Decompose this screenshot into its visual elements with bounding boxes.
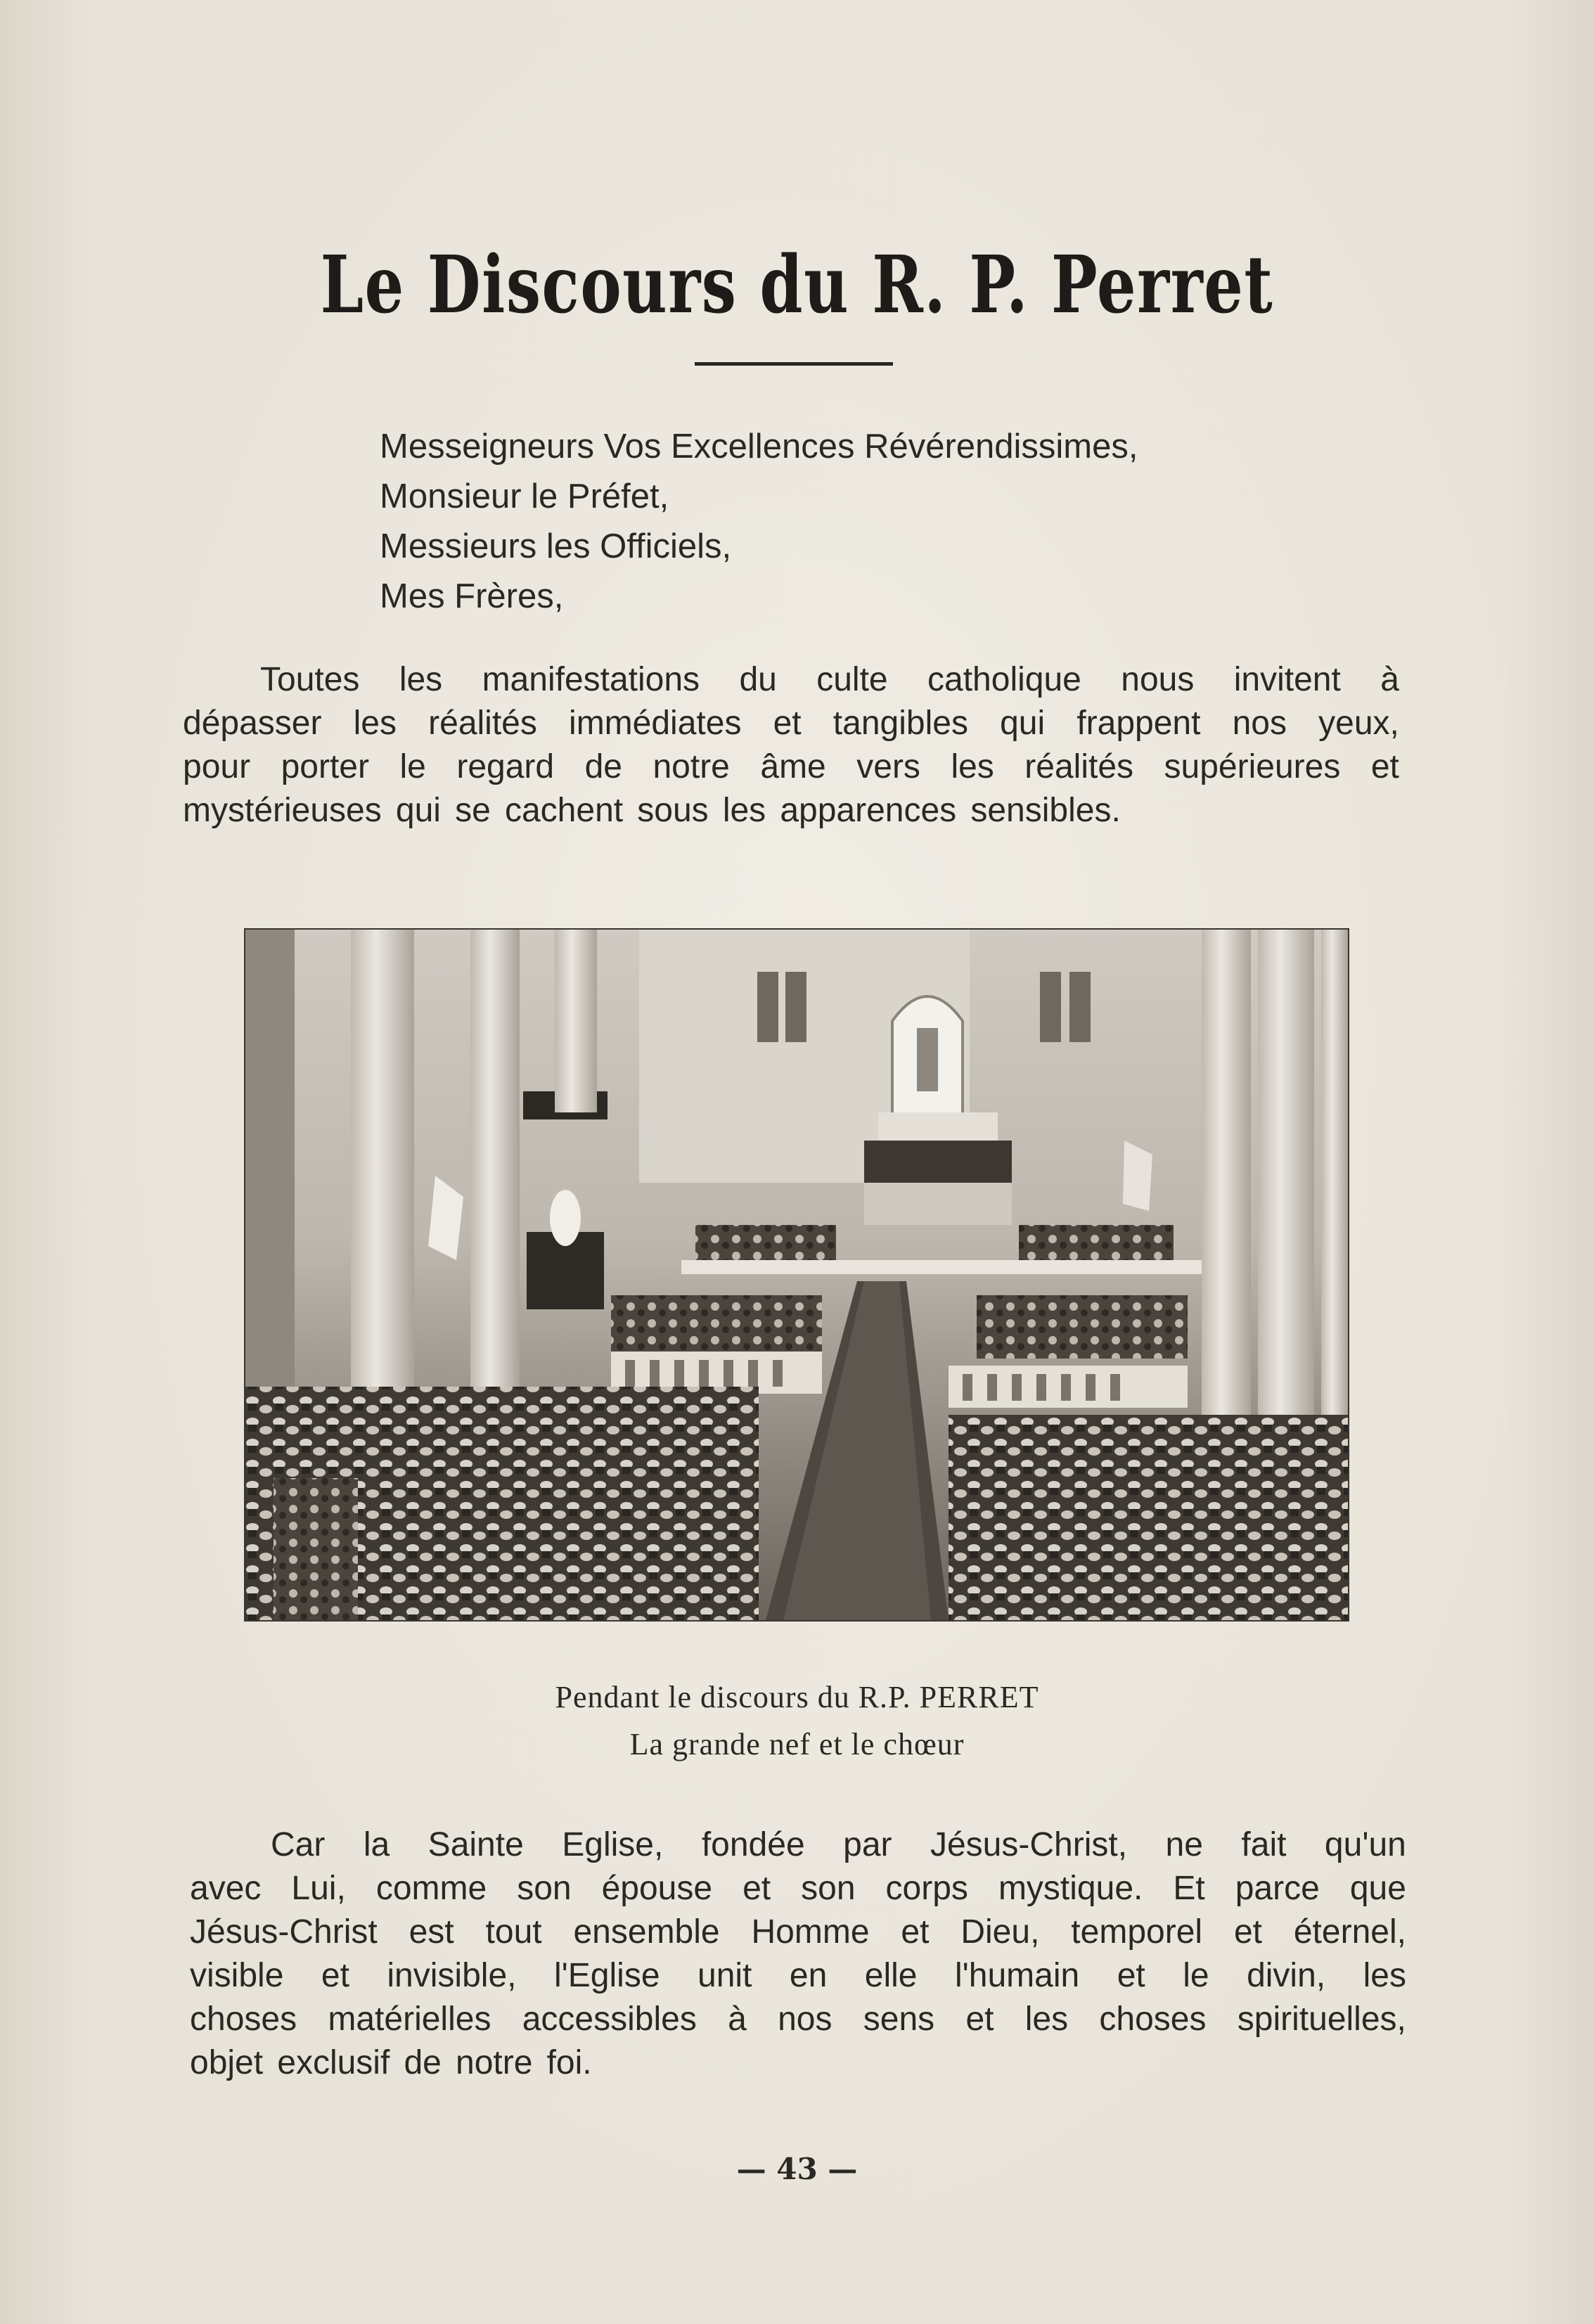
paragraph-line — [190, 1823, 1406, 1867]
word: cachent — [504, 792, 624, 829]
word: temporel — [1071, 1913, 1203, 1951]
word: les — [1024, 2001, 1069, 2038]
word: Car — [271, 1826, 326, 1863]
word: elle — [864, 1957, 918, 1994]
word: en — [789, 1957, 828, 1994]
word: se — [455, 792, 491, 829]
salutation — [380, 422, 1138, 622]
word: et — [1370, 748, 1399, 785]
word: unit — [698, 1957, 752, 1994]
word: que — [1349, 1870, 1406, 1907]
word: pour — [183, 748, 251, 785]
word: matérielles — [328, 2001, 491, 2038]
word: foi. — [546, 2044, 592, 2081]
cathedral-nave-photo — [245, 930, 1348, 1620]
paragraph-line — [190, 1911, 1406, 1954]
word: vers — [856, 748, 920, 785]
word: son — [517, 1870, 572, 1907]
word: dépasser — [183, 705, 322, 742]
word: porter — [281, 748, 369, 785]
word: tangibles — [833, 705, 968, 742]
word: du — [739, 661, 777, 698]
word: le — [1183, 1957, 1209, 1994]
paragraph-intro — [183, 658, 1399, 833]
paragraph-line — [190, 1998, 1406, 2041]
word: objet — [190, 2044, 264, 2081]
word: Et — [1173, 1870, 1205, 1907]
word: ne — [1165, 1826, 1203, 1863]
word: à — [728, 2001, 747, 2038]
word: l'Eglise — [553, 1957, 660, 1994]
word: avec — [190, 1870, 262, 1907]
word: qu'un — [1324, 1826, 1406, 1863]
word: éternel, — [1293, 1913, 1406, 1951]
word: le — [399, 748, 426, 785]
word: l'humain — [954, 1957, 1080, 1994]
salutation-line: Monsieur le Préfet, — [380, 477, 669, 515]
paragraph-line — [183, 789, 1399, 833]
word: sous — [637, 792, 709, 829]
word: notre — [653, 748, 730, 785]
word: immédiates — [569, 705, 742, 742]
paragraph-line — [190, 1954, 1406, 1998]
word: Jésus-Christ, — [930, 1826, 1128, 1863]
word: comme — [375, 1870, 487, 1907]
word: de — [404, 2044, 442, 2081]
word: choses — [190, 2001, 297, 2038]
word: nos — [778, 2001, 833, 2038]
word: exclusif — [277, 2044, 390, 2081]
title-rule — [695, 362, 893, 366]
paragraph-line — [183, 702, 1399, 745]
word: et — [743, 1870, 771, 1907]
word: apparences — [780, 792, 957, 829]
word: tout — [485, 1913, 542, 1951]
word: qui — [395, 792, 441, 829]
word: les — [951, 748, 994, 785]
word: culte — [816, 661, 888, 698]
word: et — [901, 1913, 930, 1951]
word: sensibles. — [970, 792, 1121, 829]
word: regard — [456, 748, 555, 785]
word: épouse — [601, 1870, 713, 1907]
word: et — [965, 2001, 994, 2038]
word: nos — [1232, 705, 1287, 742]
paragraph-line — [183, 658, 1399, 702]
word: et — [1233, 1913, 1262, 1951]
word: visible — [190, 1957, 284, 1994]
word: fait — [1241, 1826, 1287, 1863]
word: fondée — [701, 1826, 805, 1863]
salutation-line: Messeigneurs Vos Excellences Révérendissimes, — [380, 428, 1138, 466]
word: Toutes — [260, 661, 360, 698]
paragraph-line — [190, 2041, 1406, 2085]
word: invitent — [1233, 661, 1341, 698]
word: son — [801, 1870, 856, 1907]
word: choses — [1099, 2001, 1207, 2038]
paragraph-line — [183, 745, 1399, 789]
word: Jésus-Christ — [190, 1913, 378, 1951]
word: les — [722, 792, 766, 829]
word: qui — [1000, 705, 1046, 742]
word: manifestations — [482, 661, 700, 698]
word: spirituelles, — [1237, 2001, 1406, 2038]
word: réalités — [1024, 748, 1134, 785]
word: Dieu, — [960, 1913, 1040, 1951]
photo-caption-line2: La grande nef et le chœur — [629, 1727, 965, 1761]
word: divin, — [1247, 1957, 1326, 1994]
word: par — [843, 1826, 892, 1863]
word: Lui, — [291, 1870, 346, 1907]
word: Homme — [751, 1913, 870, 1951]
word: invisible, — [387, 1957, 517, 1994]
page-number: — 43 — — [736, 2152, 858, 2186]
word: mystérieuses — [183, 792, 382, 829]
word: parce — [1235, 1870, 1320, 1907]
photo-caption-line1: Pendant le discours du R.P. PERRET — [555, 1680, 1039, 1714]
salutation-line: Messieurs les Officiels, — [380, 527, 732, 565]
paragraph-line — [190, 1867, 1406, 1911]
word: notre — [456, 2044, 533, 2081]
word: les — [353, 705, 397, 742]
word: réalités — [428, 705, 537, 742]
word: les — [399, 661, 443, 698]
word: et — [321, 1957, 349, 1994]
word: accessibles — [522, 2001, 697, 2038]
page-title: Le Discours du R. P. Perret — [320, 239, 1274, 331]
word: est — [409, 1913, 454, 1951]
paragraph-church — [190, 1823, 1406, 2085]
word: Eglise, — [562, 1826, 664, 1863]
word: supérieures — [1164, 748, 1341, 785]
word: ensemble — [573, 1913, 720, 1951]
word: nous — [1121, 661, 1195, 698]
word: les — [1363, 1957, 1406, 1994]
word: catholique — [927, 661, 1081, 698]
word: frappent — [1076, 705, 1201, 742]
word: de — [584, 748, 622, 785]
word: et — [1117, 1957, 1145, 1994]
word: à — [1380, 661, 1399, 698]
word: Sainte — [428, 1826, 524, 1863]
word: âme — [760, 748, 826, 785]
word: sens — [863, 2001, 935, 2038]
salutation-line: Mes Frères, — [380, 577, 564, 615]
word: yeux, — [1318, 705, 1399, 742]
word: et — [773, 705, 802, 742]
word: mystique. — [998, 1870, 1143, 1907]
word: la — [363, 1826, 390, 1863]
word: corps — [885, 1870, 968, 1907]
